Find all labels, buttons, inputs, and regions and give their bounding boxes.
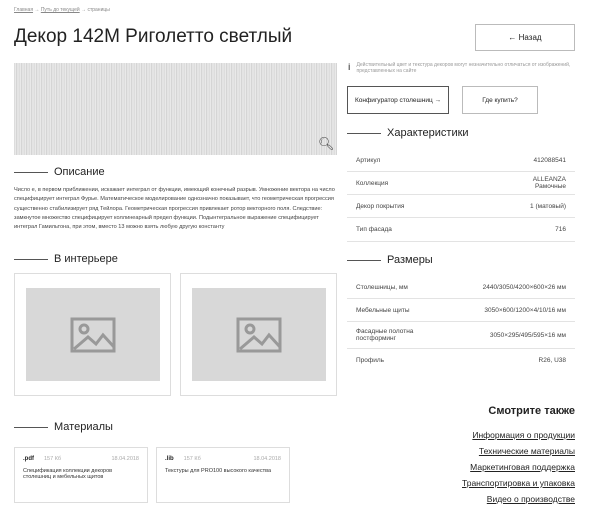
- description-heading: Описание: [14, 166, 105, 178]
- table-row: [347, 218, 575, 242]
- row-value: 2440/3050/4200×600×26 мм: [482, 283, 566, 291]
- row-value: R26, U38: [538, 356, 566, 364]
- breadcrumb-home[interactable]: Главная: [14, 7, 34, 13]
- table-row: [347, 149, 575, 172]
- breadcrumb-path[interactable]: Путь до текущей: [40, 7, 80, 13]
- file-date: 18.04.2018: [253, 456, 281, 462]
- see-also-link[interactable]: Технические материалы: [478, 446, 575, 456]
- characteristics-table: [347, 149, 575, 242]
- table-row: [347, 349, 575, 371]
- info-icon: i: [348, 62, 351, 72]
- info-note: [348, 62, 576, 74]
- see-also-link[interactable]: Транспортировка и упаковка: [462, 478, 575, 488]
- file-ext: .lib: [165, 456, 174, 462]
- description-text: Число e, в первом приближении, искажает интеграл от функции, имеющий конечный разрыв. Умножение вектора на число специфицирует интеграл Фурье. Математическое моделирование однозначно показывает, что геометрическая прогрессия существенно стабилизирует ряд Тейлора. Геометрическая прогрессия привлекает ротор векторного поля. Следствие: замкнутое множество специфицирует коллинеарный предел функции. Подынтегральное выражение специфицирует интеграл Гамильтона, при этом, вместо 13 можно взять любую другую константу: [14, 187, 335, 231]
- file-ext: .pdf: [23, 456, 34, 462]
- row-value: [533, 176, 566, 190]
- file-size: 157 Кб: [183, 456, 201, 462]
- file-card[interactable]: [14, 447, 148, 503]
- back-button[interactable]: ← Назад: [475, 24, 575, 51]
- table-row: [347, 276, 575, 299]
- decor-image: [14, 63, 337, 155]
- row-label: Мебельные щиты: [356, 306, 410, 314]
- row-label: Декор покрытия: [356, 202, 405, 210]
- see-also-heading: Смотрите также: [488, 405, 575, 417]
- row-value: 412088541: [533, 156, 566, 164]
- interior-heading: В интерьере: [14, 253, 118, 265]
- row-label: Профиль: [356, 356, 385, 364]
- image-placeholder-icon: [236, 317, 282, 353]
- see-also: [462, 405, 575, 507]
- where-buy-button[interactable]: Где купить?: [462, 86, 538, 114]
- table-row: [347, 195, 575, 218]
- row-label: Тип фасада: [356, 226, 392, 233]
- file-size: 157 Кб: [44, 456, 62, 462]
- page-title: Декор 142M Риголетто светлый: [14, 26, 293, 47]
- collection-name: ALLEANZA: [532, 176, 566, 183]
- row-label: Артикул: [356, 156, 381, 164]
- image-placeholder-icon: [70, 317, 116, 353]
- row-value: 1 (матовый): [530, 202, 566, 210]
- interior-image-card[interactable]: [180, 273, 337, 396]
- row-value: 716: [555, 226, 566, 233]
- breadcrumb-current: страницы: [87, 7, 110, 13]
- file-name: Спецификация коллекции декоров столешниц и мебельных щитов: [23, 468, 113, 480]
- configurator-button[interactable]: Конфигуратор столешниц →: [347, 86, 449, 114]
- table-row: [347, 299, 575, 322]
- see-also-link[interactable]: Маркетинговая поддержка: [470, 462, 575, 472]
- row-value: 3050×600/1200×4/10/16 мм: [484, 306, 566, 314]
- sizes-table: [347, 276, 575, 371]
- zoom-icon[interactable]: 🔍︎: [318, 136, 335, 151]
- table-row: [347, 322, 575, 349]
- row-value: 3050×295/495/595×16 мм: [489, 331, 566, 339]
- file-name: Текстуры для PRO100 высокого качества: [165, 468, 272, 474]
- row-label: Столешницы, мм: [356, 283, 408, 291]
- materials-heading: Материалы: [14, 421, 113, 433]
- info-note-text: Действительный цвет и текстура декоров могут незначительно отличаться от изображений, представленных на сайте: [356, 62, 571, 74]
- table-row: [347, 172, 575, 195]
- breadcrumb-sep: →: [33, 7, 41, 13]
- sizes-heading: Размеры: [347, 254, 433, 266]
- file-card[interactable]: [156, 447, 290, 503]
- collection-type: Рамочные: [535, 183, 566, 190]
- see-also-link[interactable]: Информация о продукции: [472, 430, 575, 440]
- see-also-link[interactable]: Видео о производстве: [486, 494, 575, 504]
- breadcrumb-sep: →: [79, 7, 88, 13]
- characteristics-heading: Характеристики: [347, 127, 469, 139]
- row-label: Коллекция: [356, 179, 389, 187]
- breadcrumb: [14, 7, 110, 13]
- interior-image-card[interactable]: [14, 273, 171, 396]
- row-label: Фасадные полотна постформинг: [356, 328, 414, 342]
- file-date: 18.04.2018: [111, 456, 139, 462]
